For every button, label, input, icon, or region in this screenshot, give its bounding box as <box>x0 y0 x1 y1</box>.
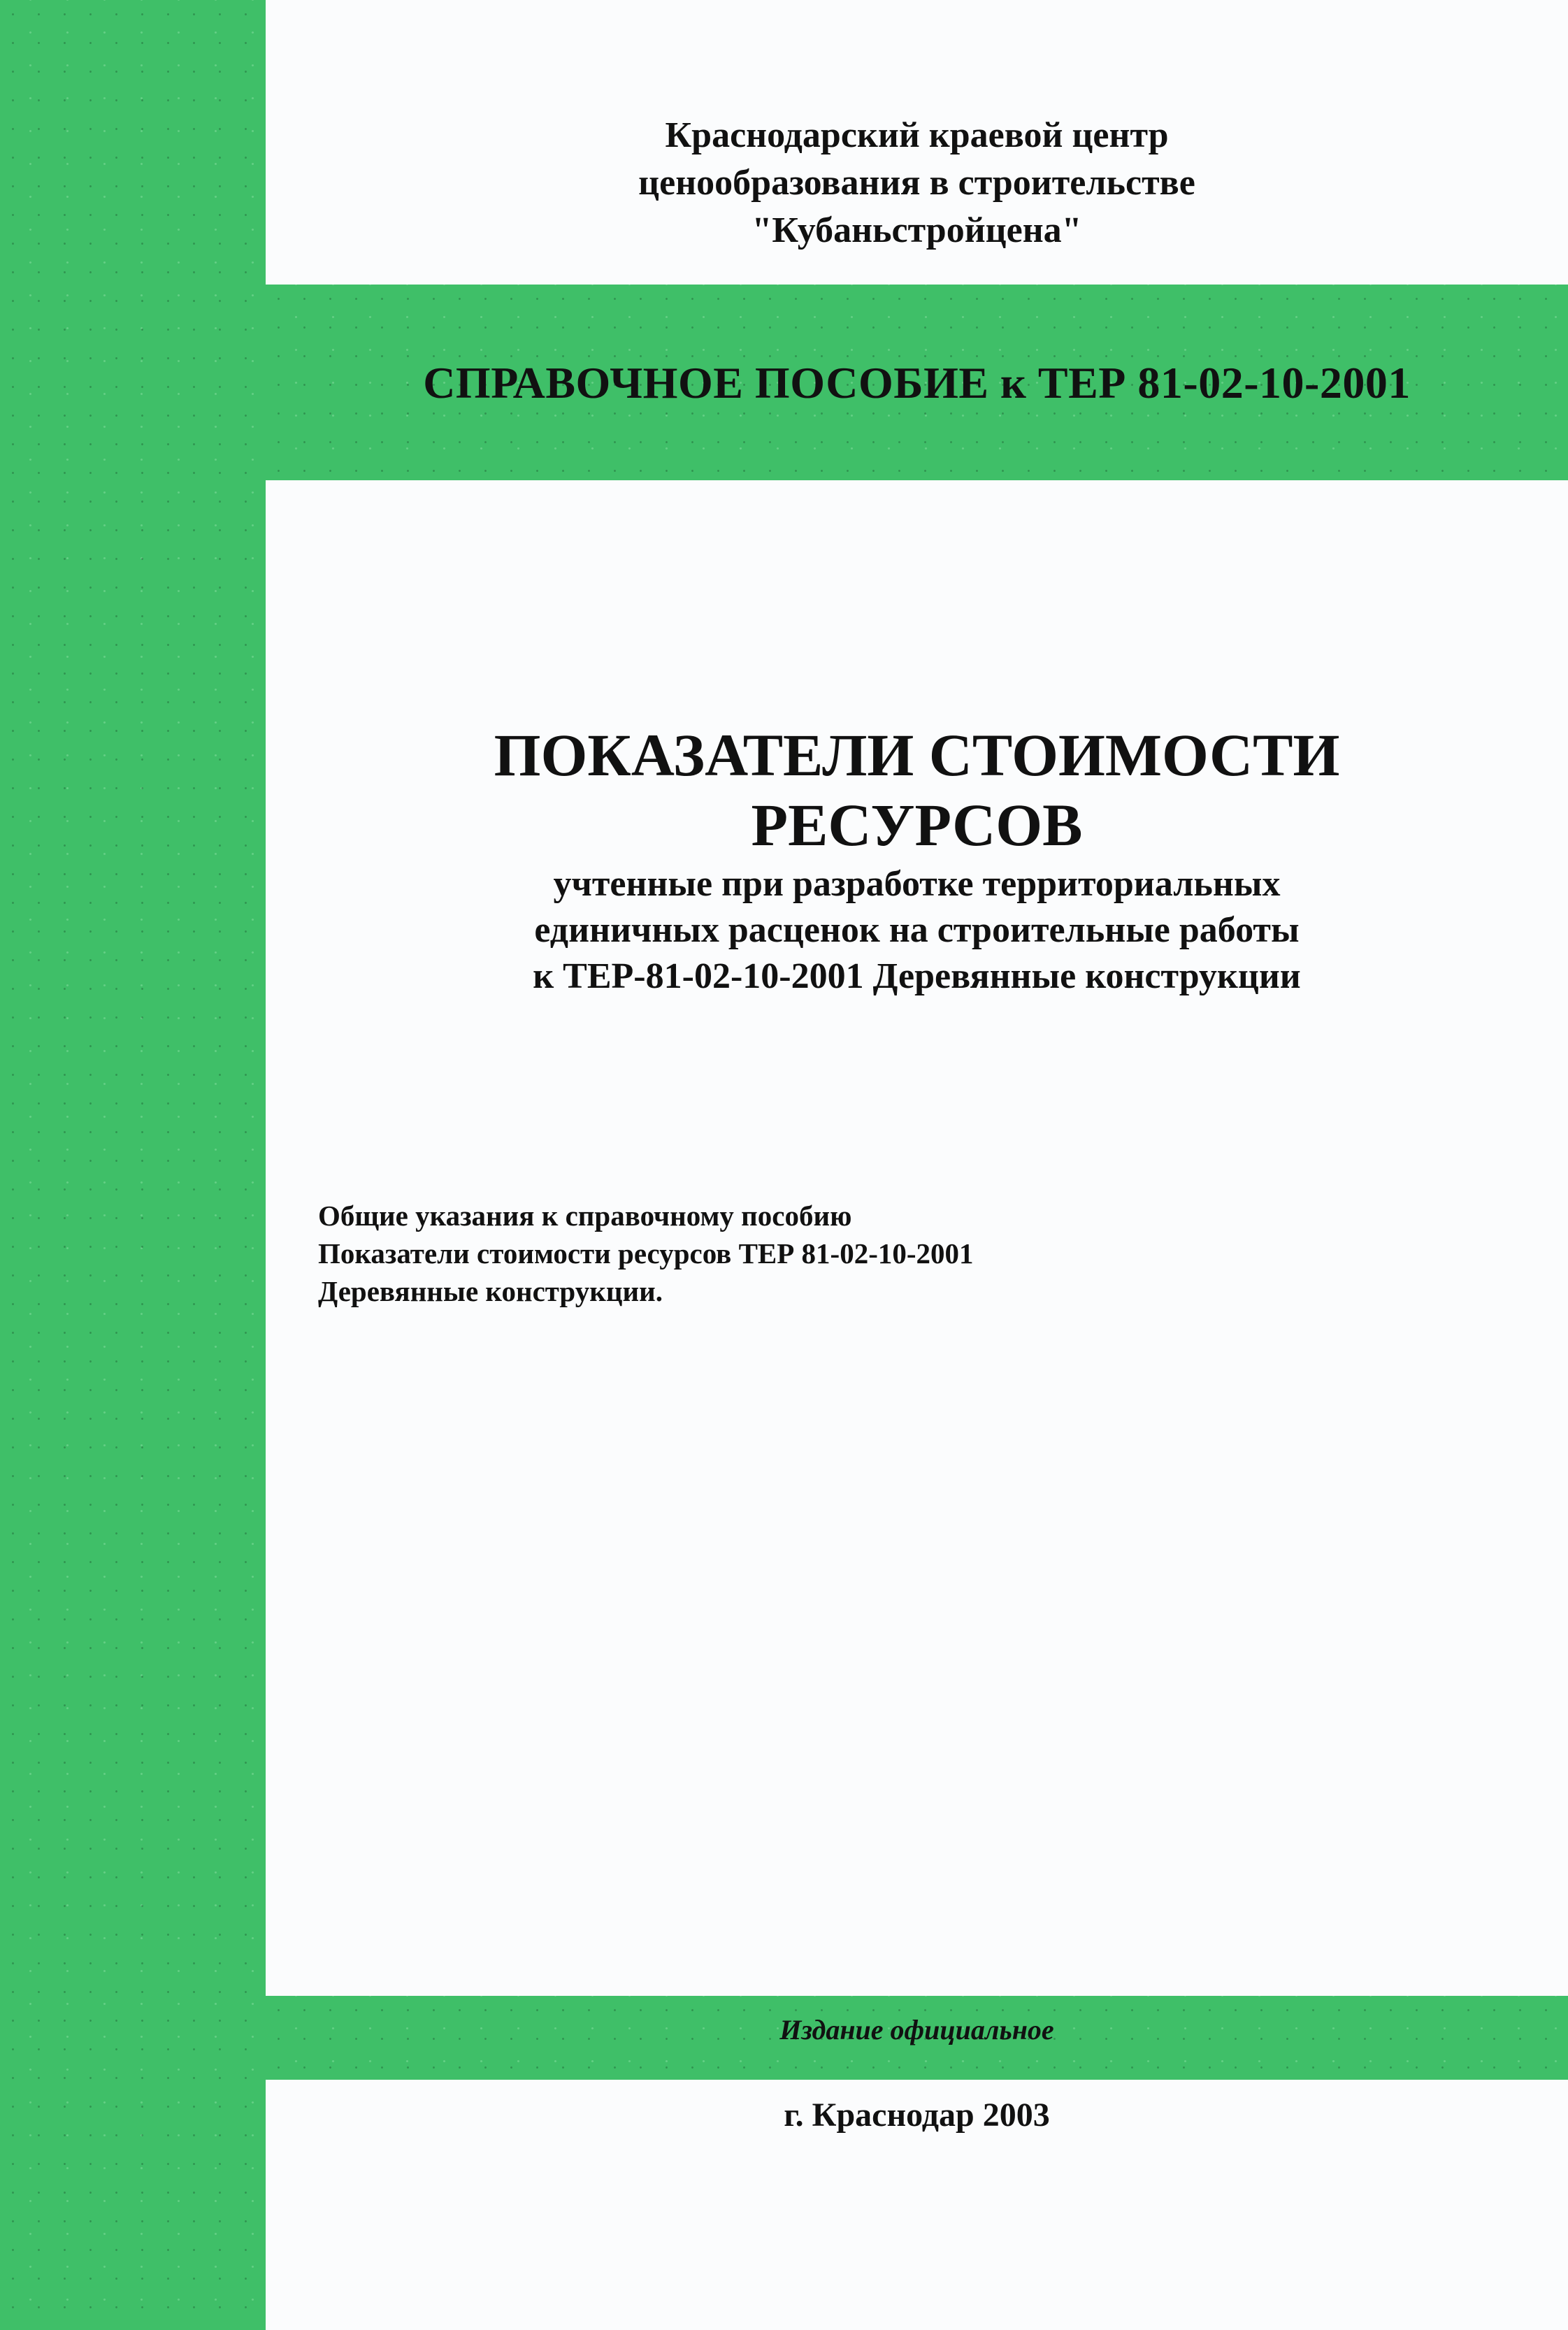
publisher-name <box>266 112 1568 254</box>
contents-line-2: Показатели стоимости ресурсов ТЕР 81-02-10-2001 <box>318 1237 974 1270</box>
publisher-line-2: ценообразования в строительстве <box>638 163 1195 203</box>
document-title-line-2: РЕСУРСОВ <box>751 791 1083 858</box>
document-subtitle-line-3: к ТЕР-81-02-10-2001 Деревянные конструкции <box>533 956 1301 996</box>
city-and-year: г. Краснодар 2003 <box>784 2097 1050 2134</box>
document-subtitle-line-2: единичных расценок на строительные работы <box>534 910 1300 950</box>
contents-notes <box>318 1197 974 1310</box>
edition-label: Издание официальное <box>779 2014 1054 2045</box>
left-green-strip <box>0 0 266 2330</box>
contents-line-1: Общие указания к справочному пособию <box>318 1200 852 1232</box>
contents-line-3: Деревянные конструкции. <box>318 1275 663 1307</box>
document-title <box>266 720 1568 860</box>
document-subtitle-line-1: учтенные при разработке территориальных <box>553 864 1281 904</box>
publisher-line-1: Краснодарский краевой центр <box>665 115 1169 155</box>
publisher-line-3: "Кубаньстройцена" <box>751 210 1082 250</box>
document-subtitle <box>266 861 1568 1000</box>
document-title-line-1: ПОКАЗАТЕЛИ СТОИМОСТИ <box>494 721 1340 789</box>
series-title: СПРАВОЧНОЕ ПОСОБИЕ к ТЕР 81-02-10-2001 <box>423 358 1411 408</box>
